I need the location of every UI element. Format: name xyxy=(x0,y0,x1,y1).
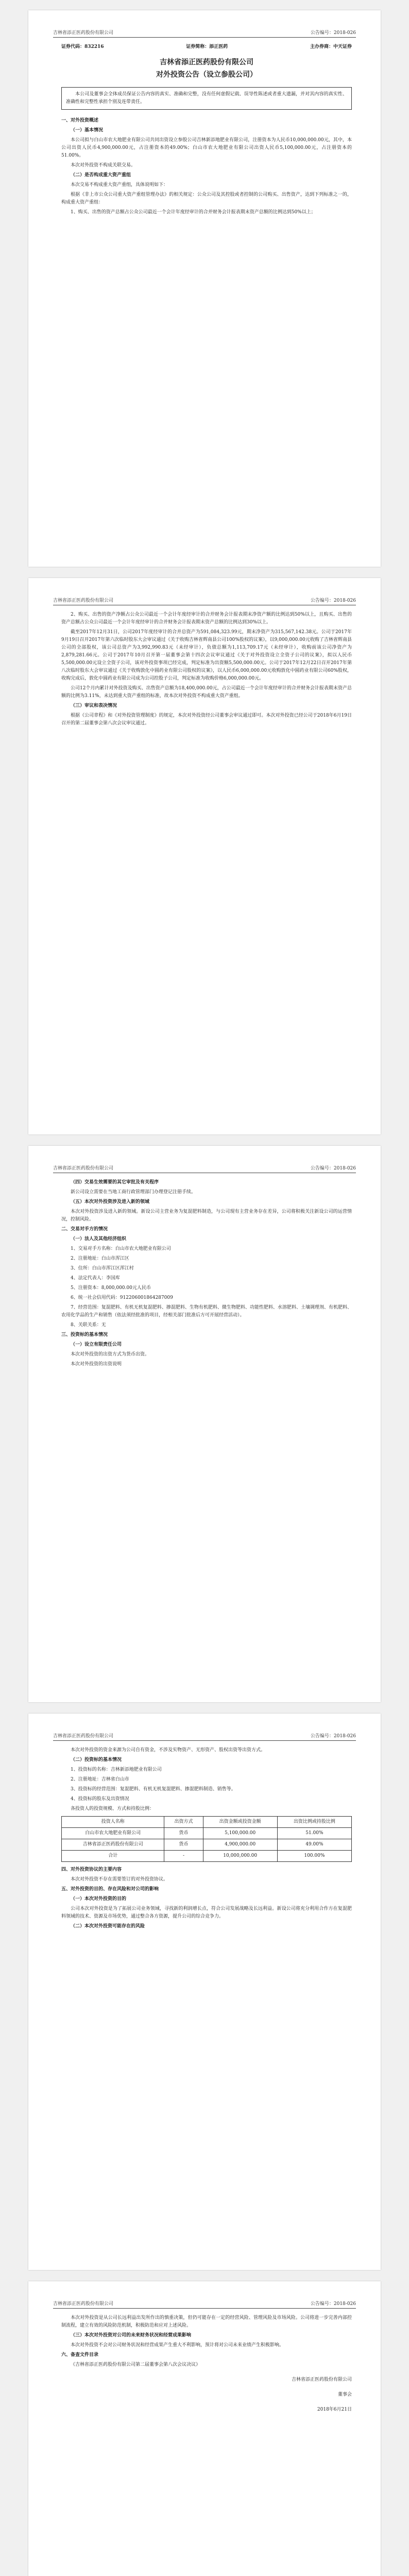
paragraph: 根据《非上市公众公司重大资产重组管理办法》的相关规定：公众公司及其控股或者控制的公司购买、出售资产，达到下列标准之一的，构成重大资产重组： xyxy=(61,192,352,205)
table-cell: 合计 xyxy=(62,1851,164,1862)
sub-heading: （四）交易生效需要的其它审批及有关程序 xyxy=(71,1180,159,1185)
header-notice-no: 公告编号：2018-026 xyxy=(310,1734,356,1739)
header-company: 吉林省添正医药股份有限公司 xyxy=(53,598,114,603)
sub-heading: （一）设立有限责任公司 xyxy=(71,1342,122,1347)
responsibility-notice-box xyxy=(61,87,352,110)
running-header xyxy=(53,1732,356,1741)
sub-heading: （三）本次对外投资对公司的未来财务状况和经营成果影响 xyxy=(71,2333,192,2338)
table-cell: - xyxy=(164,1851,203,1862)
running-header xyxy=(53,1164,356,1173)
table-cell: 5,100,000.00 xyxy=(203,1828,277,1839)
shareholder-table xyxy=(61,1816,352,1862)
table-row xyxy=(62,1839,352,1851)
paragraph: 本次对外投资不会对公司财务状况和经营成果产生重大不利影响，预计将对公司未来业绩产生积极影响。 xyxy=(71,2343,284,2348)
signature-org: 吉林省添正医药股份有限公司 xyxy=(291,2377,352,2382)
table-cell: 49.00% xyxy=(277,1839,351,1851)
doc-title-company: 吉林省添正医药股份有限公司 xyxy=(160,58,253,66)
list-item: 5、注册资本：8,000,000.00元人民币 xyxy=(71,1285,151,1291)
document-page-3 xyxy=(28,1146,381,1702)
signature-date: 2018年6月21日 xyxy=(317,2407,352,2412)
list-item: 3、投资标的经营范围：复混肥料、有机无机复混肥料、掺混肥料制造、销售等。 xyxy=(71,1787,236,1792)
sub-heading: （三）审议和表决情况 xyxy=(71,703,117,708)
header-company: 吉林省添正医药股份有限公司 xyxy=(53,1166,114,1171)
table-cell: 51.00% xyxy=(277,1828,351,1839)
paragraph: 各投资人的投资规模、方式和持股比例： xyxy=(71,1806,155,1811)
list-item: 3、住所：白山市浑江区浑江村 xyxy=(71,1266,134,1271)
doc-title-subject: 对外投资公告（设立参股公司） xyxy=(156,71,257,79)
sub-heading: （二）投资标的基本情况 xyxy=(71,1757,122,1762)
paragraph: 1、购买、出售的资产总额占公众公司最近一个会计年度经审计的合并财务会计报表期末资产总额的比例达到50%以上； xyxy=(71,210,316,215)
paragraph: 公司12个月内累计对外投资及购买、出售资产总额为18,400,000.00元，占公司最近一个会计年度经审计的合并财务会计报表期末资产总额的比例为3.11%，未达到重大资产重组的标准，故本次对外投资不构成重大资产重组。 xyxy=(61,686,352,699)
paragraph: 本次对外投资涉及进入新的领域。新设公司主营业务为复混肥料制造，与公司现有主营业务存在差异，公司将积极关注新设公司的运营情况，控制风险。 xyxy=(61,1209,352,1222)
list-item: 6、统一社会信用代码：912206001864287009 xyxy=(71,1295,173,1300)
document-page-2 xyxy=(28,578,381,1134)
paragraph: 本次交易不构成重大资产重组，具体说明如下： xyxy=(71,182,168,188)
section-heading: 一、对外投资概述 xyxy=(61,118,99,123)
responsibility-notice: 本公司及董事会全体成员保证公告内容的真实、准确和完整，没有任何虚假记载、误导性陈述或者重大遗漏，并对其内容的真实性、准确性和完整性承担个别及连带责任。 xyxy=(66,92,347,105)
header-company: 吉林省添正医药股份有限公司 xyxy=(53,2301,114,2307)
table-header-cell: 出资方式 xyxy=(164,1817,203,1828)
document-page-5 xyxy=(28,2281,381,2576)
section-heading: 五、对外投资的目的、存在风险和对公司的影响 xyxy=(61,1887,159,1892)
header-company: 吉林省添正医药股份有限公司 xyxy=(53,1734,114,1739)
paragraph: 2、购买、出售的资产净额占公众公司最近一个会计年度经审计的合并财务会计报表期末净资产额的比例达到50%以上，且购买、出售的资产总额占公众公司最近一个会计年度经审计的合并财务会计报表期末资产总额的比例达到30%以上。 xyxy=(61,612,352,625)
table-cell: 吉林省添正医药股份有限公司 xyxy=(62,1839,164,1851)
broker: 主办券商：中天证券 xyxy=(310,44,352,49)
section-heading: 三、投资标的基本情况 xyxy=(61,1332,108,1337)
list-item: 7、经营范围：复混肥料、有机无机复混肥料、掺混肥料、生物有机肥料、微生物肥料、功能性肥料、水溶肥料、土壤调理剂、有机肥料、农用化学品的生产和销售（依法须经批准的项目，经相关部门批准后方可开展经营活动）。 xyxy=(61,1305,352,1318)
document-page-4 xyxy=(28,1714,381,2270)
section-heading: 二、交易对手方的情况 xyxy=(61,1227,108,1232)
signature-role: 董事会 xyxy=(337,2392,352,2397)
list-item: 8、关联关系：无 xyxy=(71,1323,106,1328)
table-header-cell: 投资人名称 xyxy=(62,1817,164,1828)
paragraph: 本公司拟与白山市农大地肥业有限公司共同出资设立参股公司吉林新添地肥业有限公司，注册资本为人民币10,000,000.00元，其中，本公司出资人民币4,900,000.00元，占注册资本的49.00%；白山市农大地肥业有限公司出资人民币5,100,000.00元，占注册资本的51.00%。 xyxy=(61,138,352,158)
table-row xyxy=(62,1851,352,1862)
sub-heading: （一）本次对外投资的目的 xyxy=(71,1896,127,1902)
sub-heading: （一）法人及其他经济组织 xyxy=(71,1236,127,1242)
header-notice-no: 公告编号：2018-026 xyxy=(310,2301,356,2307)
paragraph: 截至2017年12月31日，公司2017年度经审计的合并总资产为591,084,323.99元，期末净资产为315,567,142.38元。公司于2017年9月19日召开2017年第六次临时股东大会审议通过《关于收购吉林省辉南县公司100%股权的议案》，以9,000,000.00元收购了吉林省辉南县公司的全部股权，该公司总资产为3,992,990.83元（未经审计），负债总额为1,113,709.17元（未经审计），收购前该公司净资产为2,879,281.66元。公司于2017年10月召开第一届董事会第十四次会议审议通过《关于对外投资设立全资子公司的议案》，拟以人民币5,500,000.00元设立全资子公司，该对外投资事项已经完成，判定标准为出资额5,500,000.00元。公司于2017年12月22日召开2017年第八次临时股东大会审议通过《关于收购敦化中圆药业有限公司股权的议案》，以人民币6,000,000.00元收购敦化中圆药业有限公司60%股权，收购完成后，敦化中圆药业有限公司成为公司控股子公司，判定标准为收购价格6,000,000.00元。 xyxy=(61,630,352,681)
list-item: 1、交易对手方名称：白山市农大地肥业有限公司 xyxy=(71,1246,171,1251)
header-notice-no: 公告编号：2018-026 xyxy=(310,30,356,36)
sub-heading: （一）基本情况 xyxy=(71,128,104,133)
running-header xyxy=(53,597,356,605)
table-header-cell: 出资比例或持股比例 xyxy=(277,1817,351,1828)
table-cell: 白山市农大地肥业有限公司 xyxy=(62,1828,164,1839)
list-item: 2、注册地址：白山市浑江区 xyxy=(71,1256,129,1261)
table-cell: 100.00% xyxy=(277,1851,351,1862)
paragraph: 根据《公司章程》和《对外投资管理制度》的规定，本次对外投资经公司董事会审议通过即可。本次对外投资已经公司于2018年6月19日召开的第二届董事会第八次会议审议通过。 xyxy=(61,713,352,726)
header-company: 吉林省添正医药股份有限公司 xyxy=(53,30,114,36)
sub-heading: （五）本次对外投资涉及进入新的领域 xyxy=(71,1199,150,1205)
sub-heading: （二）是否构成重大资产重组 xyxy=(71,173,131,178)
paragraph: 《吉林省添正医药股份有限公司第二届董事会第八次会议决议》 xyxy=(71,2362,201,2367)
paragraph: 本次对外投资不构成关联交易。 xyxy=(71,163,136,168)
signature-block xyxy=(61,2376,352,2414)
table-header-row xyxy=(62,1817,352,1828)
security-code: 证券代码：832216 xyxy=(61,44,104,49)
sub-heading: （二）本次对外投资可能存在的风险 xyxy=(71,1924,145,1929)
security-abbr: 证券简称：添正医药 xyxy=(186,44,228,49)
table-row xyxy=(62,1828,352,1839)
table-cell: 4,900,000.00 xyxy=(203,1839,277,1851)
header-notice-no: 公告编号：2018-026 xyxy=(310,598,356,603)
list-item: 4、投资标的股东及出资情况 xyxy=(71,1797,129,1802)
list-item: 2、注册地址：吉林省白山市 xyxy=(71,1777,129,1782)
table-cell: 货币 xyxy=(164,1828,203,1839)
list-item: 1、投资标的名称：吉林新添地肥业有限公司 xyxy=(71,1767,162,1772)
paragraph: 本次对外投资的出资方式为货币出资。 xyxy=(71,1352,150,1357)
table-header-cell: 出资金额或投资金额 xyxy=(203,1817,277,1828)
section-heading: 四、对外投资协议的主要内容 xyxy=(61,1867,122,1872)
section-heading: 六、备查文件目录 xyxy=(61,2352,99,2358)
list-item: 4、法定代表人：李国库 xyxy=(71,1276,120,1281)
paragraph: 本次对外投资是从公司长远利益出发所作出的慎重决策，但仍可能存在一定的经营风险、管理风险及市场风险。公司将进一步完善内部控制流程，建立有效的风险防范机制，积极防范和应对上述风险。 xyxy=(61,2315,352,2328)
paragraph: 本次对外投资不存在需要签订的对外投资协议。 xyxy=(71,1877,168,1882)
table-cell: 货币 xyxy=(164,1839,203,1851)
table-cell: 10,000,000.00 xyxy=(203,1851,277,1862)
header-notice-no: 公告编号：2018-026 xyxy=(310,1166,356,1171)
running-header xyxy=(53,29,356,38)
paragraph: 公司本次对外投资是为了拓展公司业务领域，寻找新的利润增长点，符合公司发展战略及长远利益。新设公司将充分利用合作方在复混肥料领域的技术、资源及市场优势，通过整合各方资源，提升公司的综合竞争力。 xyxy=(61,1906,352,1919)
security-meta xyxy=(61,43,352,51)
running-header xyxy=(53,2300,356,2309)
paragraph: 本次对外投资的出资说明 xyxy=(71,1362,122,1367)
paragraph: 本次对外投资的资金来源为公司自有资金，不涉及实物资产、无形资产、股权出资等出资方式。 xyxy=(71,1748,266,1753)
document-page-1 xyxy=(28,10,381,567)
paragraph: 新公司设立需要在当地工商行政管理部门办理登记注册手续。 xyxy=(71,1190,196,1195)
